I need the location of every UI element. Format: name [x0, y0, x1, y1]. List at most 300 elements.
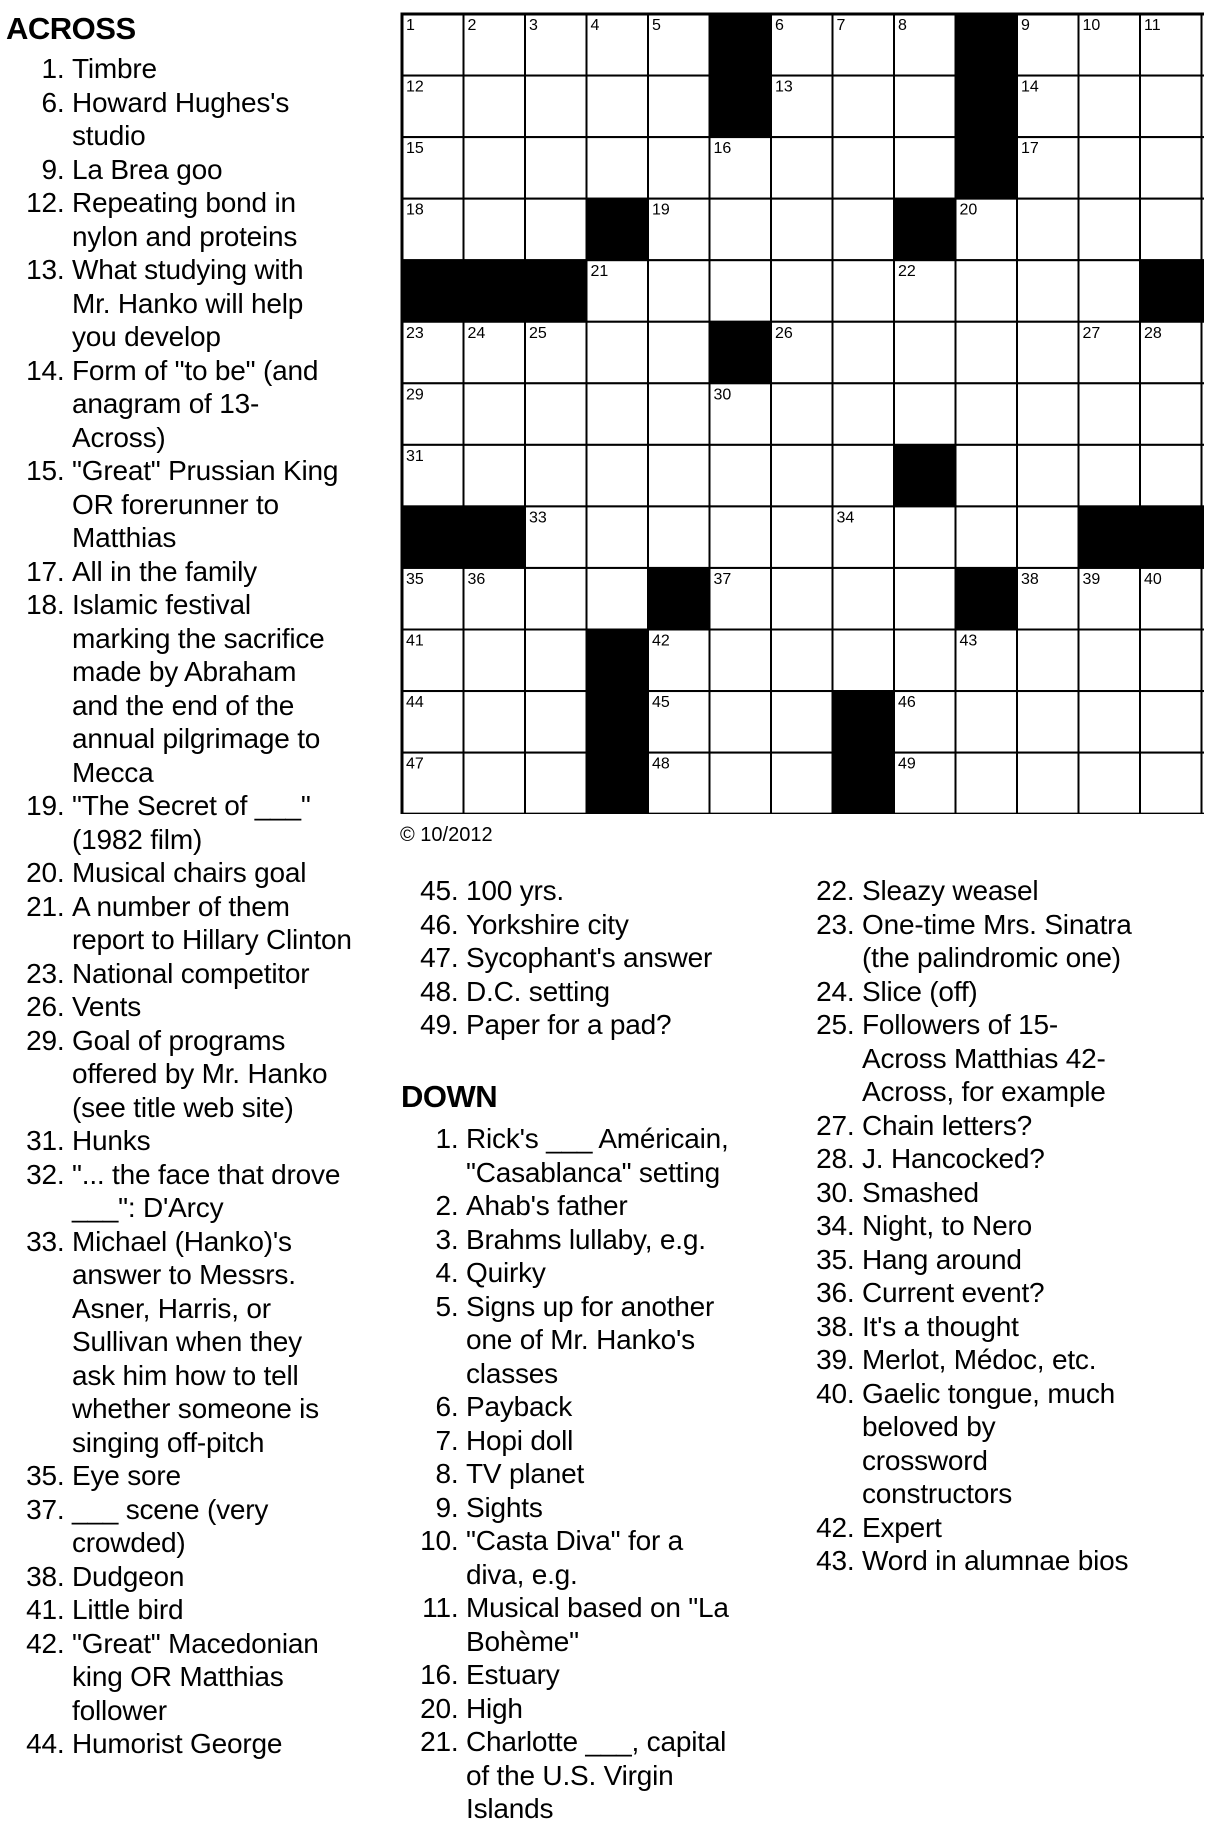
grid-cell[interactable] — [587, 322, 649, 384]
grid-cell[interactable] — [771, 753, 833, 814]
grid-cell[interactable] — [894, 383, 956, 445]
cell-number: 2 — [467, 17, 477, 34]
grid-cell[interactable] — [894, 506, 956, 568]
grid-cell[interactable] — [1079, 753, 1141, 814]
grid-cell[interactable] — [648, 383, 710, 445]
clue-line: "Casablanca" setting — [466, 1156, 721, 1188]
clue-line: Musical based on "La — [466, 1592, 729, 1623]
grid-cell[interactable] — [956, 445, 1018, 507]
clue-line: answer to Messrs. — [72, 1259, 296, 1290]
cell-number: 20 — [959, 201, 978, 219]
grid-cell[interactable] — [464, 753, 526, 814]
clue-line: "Great" Macedonian — [72, 1627, 319, 1659]
clue-number: 23. — [26, 957, 72, 989]
grid-cell[interactable] — [1140, 137, 1202, 199]
grid-cell[interactable] — [771, 506, 833, 568]
grid-cell[interactable] — [648, 260, 710, 322]
cell-number: 43 — [959, 632, 978, 650]
cell-number: 34 — [836, 509, 855, 527]
grid-cell[interactable] — [710, 260, 772, 322]
clue-line: Charlotte ___, capital — [466, 1726, 727, 1757]
grid-cell[interactable] — [710, 199, 772, 261]
clue-item — [414, 1524, 784, 1591]
clue-line: crowded) — [72, 1527, 186, 1558]
clue-number: 41. — [26, 1594, 72, 1625]
clue-item — [20, 555, 380, 589]
cell-number: 30 — [713, 386, 732, 404]
grid-cell[interactable] — [956, 260, 1018, 322]
clue-line: OR forerunner to — [72, 488, 279, 520]
clue-line: What studying with — [72, 254, 304, 285]
grid-cell[interactable] — [771, 383, 833, 445]
clue-item — [20, 454, 380, 555]
down-clue-list-continued — [810, 874, 1200, 1578]
grid-cell[interactable] — [956, 691, 1018, 753]
grid-cell[interactable] — [464, 76, 526, 138]
grid-cell[interactable] — [525, 630, 587, 692]
grid-cell[interactable] — [587, 383, 649, 445]
grid-cell[interactable] — [587, 568, 649, 630]
grid-cell[interactable] — [771, 568, 833, 630]
grid-cell[interactable] — [771, 137, 833, 199]
clue-line: and the end of the — [72, 689, 295, 721]
clue-text — [862, 1243, 1200, 1277]
grid-cell[interactable] — [587, 506, 649, 568]
grid-cell[interactable] — [525, 691, 587, 753]
clue-line: Merlot, Médoc, etc. — [862, 1344, 1097, 1375]
clue-number: 39. — [816, 1344, 862, 1375]
clue-number: 27. — [816, 1109, 862, 1141]
grid-cell[interactable] — [525, 445, 587, 507]
grid-cell[interactable] — [1202, 137, 1205, 199]
grid-cell[interactable] — [833, 137, 895, 199]
grid-cell[interactable] — [894, 137, 956, 199]
grid-cell[interactable] — [771, 260, 833, 322]
grid-cell[interactable] — [710, 691, 772, 753]
clue-line: Sullivan when they — [72, 1326, 302, 1357]
clue-text — [72, 1727, 380, 1761]
clue-number: 9. — [435, 1491, 466, 1523]
clue-item — [414, 975, 784, 1009]
clue-number: 23. — [816, 908, 862, 940]
clue-number: 21. — [420, 1726, 466, 1757]
clue-line: of the U.S. Virgin — [466, 1759, 674, 1791]
clue-item — [414, 1122, 784, 1189]
grid-cell[interactable] — [1202, 322, 1205, 384]
grid-cell[interactable] — [464, 445, 526, 507]
clue-text — [72, 990, 380, 1024]
grid-cell[interactable] — [587, 445, 649, 507]
cell-number: 29 — [406, 386, 424, 404]
clue-item — [20, 1727, 380, 1761]
grid-cell[interactable] — [1079, 199, 1141, 261]
clue-text — [466, 1524, 784, 1591]
clue-item — [20, 1124, 380, 1158]
grid-cell[interactable] — [833, 322, 895, 384]
clue-number: 18. — [26, 589, 72, 620]
clue-item — [20, 1627, 380, 1728]
clue-text — [466, 908, 784, 942]
clue-item — [810, 1511, 1200, 1545]
cell-number: 9 — [1021, 17, 1030, 34]
cell-number: 23 — [406, 324, 424, 342]
clue-text — [72, 1560, 380, 1594]
grid-cell[interactable] — [833, 568, 895, 630]
grid-cell[interactable] — [1202, 383, 1205, 445]
clue-number: 14. — [26, 354, 72, 386]
grid-cell[interactable] — [648, 445, 710, 507]
grid-cell[interactable] — [956, 322, 1018, 384]
clue-text — [72, 1627, 380, 1728]
clue-item — [20, 253, 380, 354]
cell-number: 28 — [1144, 324, 1162, 342]
clue-line: Humorist George — [72, 1728, 283, 1759]
grid-black-cell — [587, 691, 649, 753]
cell-number: 6 — [775, 17, 784, 34]
clue-line: Payback — [466, 1391, 572, 1422]
clue-item — [20, 153, 380, 187]
clue-number: 1. — [435, 1123, 466, 1154]
grid-cell[interactable] — [1202, 568, 1205, 630]
clue-line: Ahab's father — [466, 1190, 628, 1221]
clue-line: anagram of 13- — [72, 388, 260, 419]
grid-cell[interactable] — [1202, 199, 1205, 261]
clue-number: 36. — [816, 1277, 862, 1308]
grid-cell[interactable] — [1140, 445, 1202, 507]
clue-line: Islamic festival — [72, 589, 251, 620]
cell-number: 10 — [1082, 17, 1101, 34]
clue-item — [20, 789, 380, 856]
grid-cell[interactable] — [464, 199, 526, 261]
cell-number: 3 — [529, 17, 538, 34]
grid-black-cell — [587, 753, 649, 814]
grid-cell[interactable] — [894, 568, 956, 630]
cell-number: 8 — [898, 17, 907, 34]
clue-line: "The Secret of ___" — [72, 790, 311, 821]
clue-line: Mr. Hanko will help — [72, 287, 304, 319]
clue-item — [20, 1560, 380, 1594]
grid-cell[interactable] — [833, 630, 895, 692]
clue-item — [414, 1591, 784, 1658]
clue-line: Current event? — [862, 1277, 1045, 1308]
clue-number: 10. — [420, 1525, 466, 1556]
grid-cell[interactable] — [648, 322, 710, 384]
grid-cell[interactable] — [710, 506, 772, 568]
grid-black-cell — [956, 137, 1018, 199]
clue-text — [466, 1390, 784, 1424]
grid-cell[interactable] — [648, 76, 710, 138]
cell-number: 15 — [406, 140, 424, 158]
clue-item — [810, 1377, 1200, 1511]
clue-number: 6. — [435, 1391, 466, 1422]
clue-item — [20, 1024, 380, 1125]
clue-item — [414, 1223, 784, 1257]
clue-line: Across, for example — [862, 1076, 1106, 1107]
grid-cell[interactable] — [894, 630, 956, 692]
grid-cell[interactable] — [1202, 630, 1205, 692]
grid-cell[interactable] — [1140, 691, 1202, 753]
cell-number: 11 — [1144, 17, 1161, 34]
grid-black-cell — [710, 322, 772, 384]
grid-cell[interactable] — [1202, 14, 1205, 76]
clue-line: Expert — [862, 1511, 942, 1543]
grid-cell[interactable] — [1079, 383, 1141, 445]
grid-cell[interactable] — [771, 691, 833, 753]
grid-cell[interactable] — [587, 137, 649, 199]
grid-black-cell — [402, 260, 464, 322]
clue-line: Hunks — [72, 1125, 151, 1156]
grid-cell[interactable] — [525, 383, 587, 445]
clue-line: "... the face that drove — [72, 1158, 341, 1190]
clue-line: Little bird — [72, 1594, 184, 1625]
clue-line: classes — [466, 1357, 558, 1389]
grid-cell[interactable] — [1140, 630, 1202, 692]
clue-number: 34. — [816, 1210, 862, 1241]
grid-cell[interactable] — [1017, 753, 1079, 814]
cell-number: 18 — [406, 201, 424, 219]
cell-number: 22 — [898, 263, 916, 281]
grid-cell[interactable] — [1140, 383, 1202, 445]
grid-black-cell — [894, 199, 956, 261]
clue-number: 16. — [420, 1659, 466, 1690]
clue-line: constructors — [862, 1478, 1013, 1509]
grid-cell[interactable] — [1140, 199, 1202, 261]
grid-black-cell — [1079, 506, 1141, 568]
clue-line: you develop — [72, 321, 221, 352]
clue-item — [414, 1491, 784, 1525]
clue-text — [72, 890, 380, 957]
down-heading: DOWN — [401, 1079, 498, 1114]
clue-line: studio — [72, 120, 146, 151]
grid-cell[interactable] — [956, 506, 1018, 568]
clue-line: Rick's ___ Américain, — [466, 1123, 729, 1154]
grid-cell[interactable] — [1079, 137, 1141, 199]
grid-cell[interactable] — [464, 691, 526, 753]
clue-number: 46. — [420, 908, 466, 940]
clue-line: La Brea goo — [72, 153, 223, 185]
clue-item — [810, 1008, 1200, 1109]
clue-line: (see title web site) — [72, 1091, 294, 1123]
clue-line: Estuary — [466, 1659, 560, 1690]
clue-number: 17. — [26, 555, 72, 587]
grid-cell[interactable] — [1079, 630, 1141, 692]
grid-cell[interactable] — [1017, 260, 1079, 322]
grid-cell[interactable] — [1079, 445, 1141, 507]
clue-number: 31. — [26, 1125, 72, 1156]
grid-cell[interactable] — [833, 383, 895, 445]
grid-cell[interactable] — [1017, 691, 1079, 753]
grid-cell[interactable] — [710, 753, 772, 814]
clue-number: 38. — [26, 1560, 72, 1592]
grid-cell[interactable] — [1140, 753, 1202, 814]
grid-black-cell — [956, 14, 1018, 76]
grid-cell[interactable] — [833, 199, 895, 261]
grid-cell[interactable] — [1202, 753, 1205, 814]
across-heading: ACROSS — [6, 11, 136, 46]
grid-cell[interactable] — [833, 445, 895, 507]
grid-cell[interactable] — [587, 76, 649, 138]
clue-line: Howard Hughes's — [72, 86, 290, 118]
clue-number: 1. — [41, 53, 72, 84]
grid-cell[interactable] — [894, 322, 956, 384]
clue-line: Musical chairs goal — [72, 857, 307, 888]
clue-item — [810, 1343, 1200, 1377]
cell-number: 36 — [467, 570, 486, 588]
grid-cell[interactable] — [464, 630, 526, 692]
clue-item — [20, 52, 380, 86]
grid-cell[interactable] — [894, 76, 956, 138]
clue-line: It's a thought — [862, 1310, 1019, 1342]
clue-item — [810, 1176, 1200, 1210]
clue-text — [466, 874, 784, 908]
clue-item — [20, 1493, 380, 1560]
clue-line: singing off-pitch — [72, 1426, 265, 1458]
clue-item — [20, 354, 380, 455]
clue-line: Sycophant's answer — [466, 942, 713, 973]
clue-number: 45. — [420, 875, 466, 906]
clue-text — [72, 1124, 380, 1158]
clue-text — [72, 86, 380, 153]
clue-line: Paper for a pad? — [466, 1009, 672, 1040]
grid-cell[interactable] — [525, 76, 587, 138]
down-clue-list — [414, 1122, 784, 1826]
clue-item — [414, 908, 784, 942]
cell-number: 12 — [406, 78, 424, 96]
clue-text — [72, 52, 380, 86]
grid-cell[interactable] — [771, 630, 833, 692]
clue-item — [20, 1158, 380, 1225]
clue-text — [72, 153, 380, 187]
clue-text — [72, 555, 380, 589]
clue-line: made by Abraham — [72, 656, 297, 687]
clue-number: 7. — [435, 1424, 466, 1456]
clue-item — [20, 588, 380, 789]
grid-cell[interactable] — [464, 137, 526, 199]
clue-line: (1982 film) — [72, 823, 203, 855]
grid-cell[interactable] — [525, 753, 587, 814]
clue-text — [466, 1189, 784, 1223]
clue-number: 42. — [816, 1511, 862, 1543]
grid-cell[interactable] — [833, 76, 895, 138]
grid-black-cell — [956, 76, 1018, 138]
cell-number: 42 — [652, 632, 670, 650]
clue-number: 4. — [435, 1257, 466, 1288]
clue-item — [810, 1276, 1200, 1310]
clue-number: 42. — [26, 1627, 72, 1659]
grid-cell[interactable] — [1140, 76, 1202, 138]
grid-cell[interactable] — [525, 199, 587, 261]
clue-number: 6. — [41, 86, 72, 118]
clue-line: beloved by — [862, 1411, 996, 1442]
clue-line: Yorkshire city — [466, 908, 629, 940]
clue-item — [20, 890, 380, 957]
cell-number: 14 — [1021, 78, 1039, 96]
clue-line: Timbre — [72, 53, 157, 84]
clue-line: nylon and proteins — [72, 220, 298, 252]
grid-cell[interactable] — [710, 445, 772, 507]
clue-number: 12. — [26, 187, 72, 218]
clue-number: 22. — [816, 875, 862, 906]
clue-text — [72, 588, 380, 789]
grid-cell[interactable] — [464, 383, 526, 445]
clue-number: 25. — [816, 1009, 862, 1040]
grid-cell[interactable] — [1017, 322, 1079, 384]
grid-cell[interactable] — [1017, 199, 1079, 261]
cell-number: 24 — [467, 324, 486, 342]
clue-text — [466, 1692, 784, 1726]
clue-line: Followers of 15- — [862, 1009, 1058, 1040]
grid-cell[interactable] — [525, 137, 587, 199]
grid-cell[interactable] — [710, 630, 772, 692]
clue-line: ___": D'Arcy — [72, 1192, 224, 1223]
grid-cell[interactable] — [771, 199, 833, 261]
grid-cell[interactable] — [1079, 76, 1141, 138]
cell-number: 39 — [1082, 570, 1101, 588]
clue-text — [72, 856, 380, 890]
grid-cell[interactable] — [648, 506, 710, 568]
clue-line: Smashed — [862, 1176, 979, 1208]
grid-cell[interactable] — [1017, 445, 1079, 507]
grid-cell[interactable] — [1079, 260, 1141, 322]
clue-line: Quirky — [466, 1257, 546, 1288]
grid-cell[interactable] — [956, 753, 1018, 814]
clue-line: Goal of programs — [72, 1024, 286, 1056]
grid-cell[interactable] — [1202, 76, 1205, 138]
grid-cell[interactable] — [1202, 691, 1205, 753]
clue-line: All in the family — [72, 555, 257, 587]
clue-text — [72, 253, 380, 354]
grid-black-cell — [587, 630, 649, 692]
grid-cell[interactable] — [1202, 445, 1205, 507]
clue-number: 47. — [420, 942, 466, 973]
cell-number: 25 — [529, 324, 547, 342]
grid-cell[interactable] — [1017, 506, 1079, 568]
cell-number: 47 — [406, 755, 424, 773]
clue-line: Eye sore — [72, 1460, 181, 1491]
clue-text — [862, 1142, 1200, 1176]
clue-text — [72, 454, 380, 555]
grid-cell[interactable] — [833, 260, 895, 322]
clue-item — [414, 1290, 784, 1391]
clue-line: Brahms lullaby, e.g. — [466, 1223, 706, 1255]
grid-cell[interactable] — [1017, 383, 1079, 445]
grid-cell[interactable] — [1017, 630, 1079, 692]
grid-black-cell — [833, 691, 895, 753]
grid-cell[interactable] — [771, 445, 833, 507]
clue-line: Matthias — [72, 522, 177, 553]
grid-cell[interactable] — [956, 383, 1018, 445]
grid-cell[interactable] — [525, 568, 587, 630]
clue-line: National competitor — [72, 957, 310, 989]
clue-line: crossword — [862, 1444, 988, 1476]
clue-item — [810, 1310, 1200, 1344]
grid-cell[interactable] — [648, 137, 710, 199]
cell-number: 41 — [406, 632, 424, 650]
cell-number: 49 — [898, 755, 916, 773]
clue-text — [72, 354, 380, 455]
grid-black-cell — [525, 260, 587, 322]
clue-number: 3. — [435, 1223, 466, 1255]
clue-number: 21. — [26, 890, 72, 922]
clue-item — [20, 1225, 380, 1460]
clue-text — [862, 1176, 1200, 1210]
grid-cell[interactable] — [1079, 691, 1141, 753]
clue-item — [414, 1256, 784, 1290]
cell-number: 21 — [590, 263, 609, 281]
clue-text — [862, 908, 1200, 975]
clue-text — [72, 957, 380, 991]
clue-item — [414, 941, 784, 975]
